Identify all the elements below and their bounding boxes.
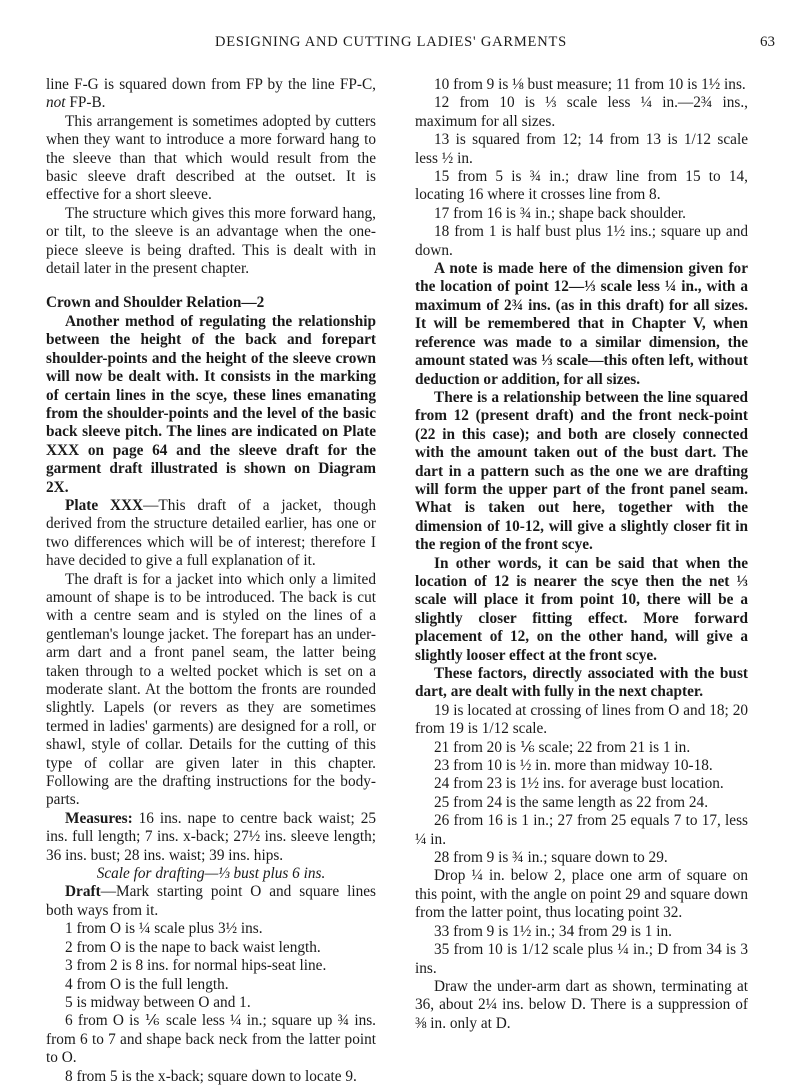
draft-step: 23 from 10 is ½ in. more than midway 10-18.: [434, 757, 713, 775]
bold-note-point-12: A note is made here of the dimension given for the location of point 12—⅓ scale less ¼ in., with a maximum of 2¾ ins. (as in this draft) for all sizes. It will be remembered that in Chapter V, when reference was made to a similar dimension, the amount stated was ⅓ scale—this often left, without deduction or addition, for all sizes.: [415, 260, 748, 388]
draft-step: 26 from 16 is 1 in.; 27 from 25 equals 7 to 17, less ¼ in.: [415, 812, 748, 848]
draft-step: 6 from O is ⅙ scale less ¼ in.; square up ¾ ins. from 6 to 7 and shape back neck from the latter point to O.: [46, 1012, 376, 1067]
draft-step: 15 from 5 is ¾ in.; draw line from 15 to 14, locating 16 where it crosses line from 8.: [415, 168, 748, 204]
bold-note-factors: These factors, directly associated with the bust dart, are dealt with fully in the next chapter.: [415, 665, 748, 701]
paragraph-arrangement: This arrangement is sometimes adopted by cutters when they want to introduce a more forward hang to the sleeve than that which would result from the basic sleeve draft described at the outset. It is effective for a short sleeve.: [46, 112, 376, 204]
right-column: [415, 76, 748, 1033]
draft-step: 21 from 20 is ⅙ scale; 22 from 21 is 1 in.: [434, 738, 691, 756]
paragraph-closing: Draw the under-arm dart as shown, terminating at 36, about 2¼ ins. below D. There is a suppression of ⅜ in. only at D.: [415, 977, 748, 1032]
draft-step: Drop ¼ in. below 2, place one arm of square on this point, with the angle on point 29 and square down from the latter point, thus locating point 32.: [415, 867, 748, 922]
draft-step: 1 from O is ¼ scale plus 3½ ins.: [65, 920, 263, 938]
paragraph-draft: Draft—Mark starting point O and square lines both ways from it.: [46, 883, 376, 919]
draft-step: 18 from 1 is half bust plus 1½ ins.; square up and down.: [415, 223, 748, 259]
section-heading: Crown and Shoulder Relation—2: [46, 294, 265, 312]
draft-step: 3 from 2 is 8 ins. for normal hips-seat line.: [65, 957, 327, 975]
bold-note-relationship: There is a relationship between the line squared from 12 (present draft) and the front neck-point (22 in this case); and both are closely connected with the amount taken out of the bust dart. The dart in a pattern such as the one we are drafting will form the upper part of the front panel seam. What is taken out here, together with the dimension of 10-12, will give a slightly closer fit in the region of the front scye.: [415, 388, 748, 554]
left-column: [46, 76, 376, 1086]
draft-step: 2 from O is the nape to back waist length.: [65, 938, 321, 956]
draft-step: 10 from 9 is ⅛ bust measure; 11 from 10 is 1½ ins.: [434, 76, 746, 93]
draft-step: 24 from 23 is 1½ ins. for average bust location.: [434, 775, 724, 793]
draft-step: 12 from 10 is ⅓ scale less ¼ in.—2¾ ins., maximum for all sizes.: [415, 94, 748, 130]
paragraph-line-fg: line F-G is squared down from FP by the line FP-C, not FP-B.: [46, 76, 376, 112]
draft-step: 8 from 5 is the x-back; square down to locate 9.: [65, 1067, 357, 1085]
draft-step: 19 is located at crossing of lines from O and 18; 20 from 19 is 1/12 scale.: [415, 701, 748, 738]
draft-step: 28 from 9 is ¾ in.; square down to 29.: [434, 849, 668, 867]
bold-paragraph-method: Another method of regulating the relationship between the height of the back and forepart shoulder-points and the height of the sleeve crown will now be dealt with. It consists in the marking of certain lines in the scye, these lines emanating from the shoulder-points and the level of the basic back sleeve pitch. The lines are indicated on Plate XXX on page 64 and the sleeve draft for the garment draft illustrated is shown on Diagram 2X.: [46, 312, 376, 496]
running-title: DESIGNING AND CUTTING LADIES' GARMENTS: [215, 34, 567, 50]
draft-step: 25 from 24 is the same length as 22 from 24.: [434, 793, 709, 811]
paragraph-measures: Measures: 16 ins. nape to centre back waist; 25 ins. full length; 7 ins. x-back; 27½ ins. sleeve length; 36 ins. bust; 28 ins. waist; 39 ins. hips.: [46, 809, 376, 864]
draft-step: 33 from 9 is 1½ in.; 34 from 29 is 1 in.: [434, 922, 672, 940]
draft-step: 35 from 10 is 1/12 scale plus ¼ in.; D from 34 is 3 ins.: [415, 941, 748, 977]
scale-line: Scale for drafting—⅓ bust plus 6 ins.: [96, 865, 326, 883]
page-number: 63: [760, 34, 775, 50]
paragraph-structure: The structure which gives this more forward hang, or tilt, to the sleeve is an advantage when the one-piece sleeve is being drafted. This is dealt with in detail later in the present chapter.: [46, 204, 376, 278]
paragraph-draft-description: The draft is for a jacket into which only a limited amount of shape is to be introduced. The back is cut with a centre seam and is styled on the lines of a gentleman's lounge jacket. The forepart has an under-arm dart and a front panel seam, the latter being taken through to a welted pocket which is set on a moderate slant. At the bottom the fronts are rounded slightly. Lapels (or revers as they are sometimes termed in ladies' garments) are designed for a roll, or shawl, style of collar. Details for the cutting of this type of collar are given later in this chapter. Following are the drafting instructions for the body-parts.: [46, 570, 376, 809]
paragraph-plate-xxx: Plate XXX—This draft of a jacket, though derived from the structure detailed earlier, has one or two differences which will be of interest; therefore I have decided to give a full explanation of it.: [46, 496, 377, 570]
draft-step: 13 is squared from 12; 14 from 13 is 1/12 scale less ½ in.: [415, 131, 748, 167]
running-header: [0, 34, 801, 58]
draft-step: 4 from O is the full length.: [65, 975, 229, 993]
bold-note-other-words: In other words, it can be said that when the location of 12 is nearer the scye then the net ⅓ scale will place it from point 10, there will be a slightly closer fitting effect. More forward placement of 12, on the other hand, will give a slightly looser effect at the front scye.: [415, 554, 748, 664]
draft-step: 17 from 16 is ¾ in.; shape back shoulder.: [434, 204, 686, 222]
draft-step: 5 is midway between O and 1.: [65, 993, 251, 1011]
